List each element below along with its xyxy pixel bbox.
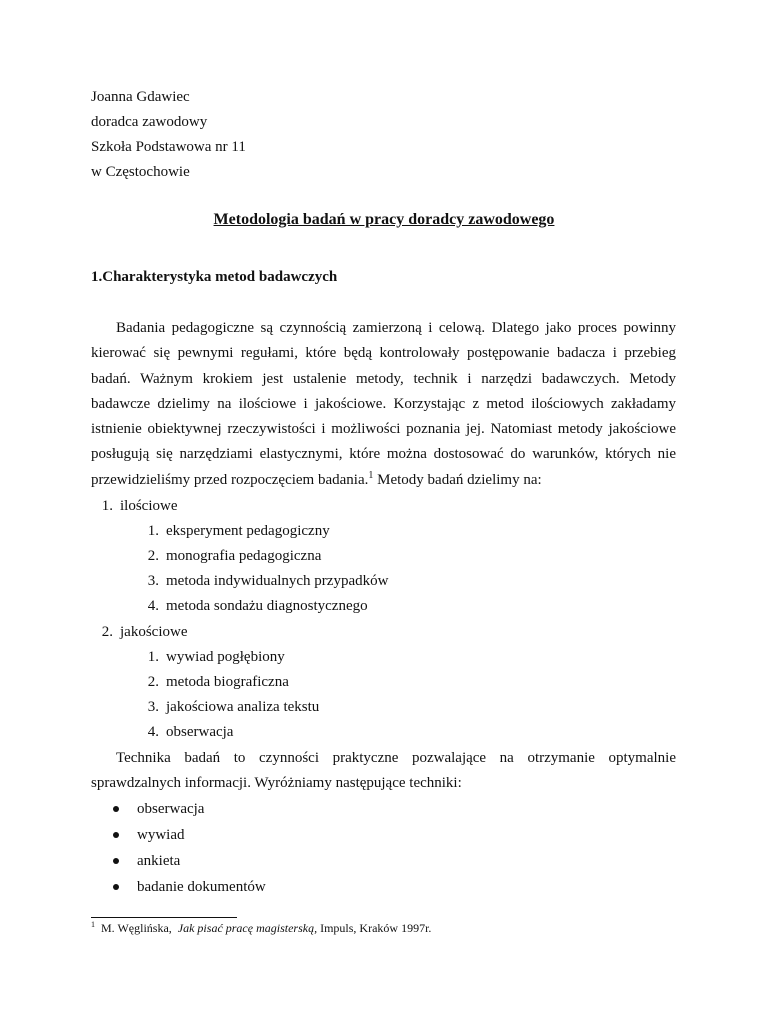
footnote: $^1$ M. Węglińska, Jak pisać pracę magisterską, Impuls, Kraków 1997r. <box>91 920 432 935</box>
list-item: wywiad <box>113 823 185 848</box>
paragraph-intro-tail: Metody badań dzielimy na: <box>373 471 542 488</box>
list-item: badanie dokumentów <box>113 875 266 900</box>
list-item: obserwacja <box>113 797 204 822</box>
document-title: Metodologia badań w pracy doradcy zawodowego <box>213 211 555 228</box>
list-item: 2. monografia pedagogiczna <box>147 548 322 564</box>
section-heading: 1.Charakterystyka metod badawczych <box>91 269 338 285</box>
paragraph-techniques: Technika badań to czynności praktyczne pozwalające na otrzymanie optymalnie sprawdzalnych informacji. Wyróżniamy następujące techniki: <box>91 750 676 792</box>
author-name: Joanna Gdawiec <box>91 89 190 105</box>
list-item: 1. eksperyment pedagogiczny <box>147 523 330 539</box>
list-item: 1. wywiad pogłębiony <box>147 649 285 665</box>
list-item: 4. obserwacja <box>147 724 234 740</box>
footnote-divider <box>91 917 237 918</box>
bullet-icon <box>113 832 119 838</box>
bullet-icon <box>113 884 119 890</box>
list-item: 2. metoda biograficzna <box>147 674 289 690</box>
bullet-icon <box>113 858 119 864</box>
footnote-reference[interactable]: 1 <box>368 469 374 481</box>
list-item: 3. metoda indywidualnych przypadków <box>147 573 389 589</box>
author-role: doradca zawodowy <box>91 114 208 130</box>
author-city: w Częstochowie <box>91 164 190 180</box>
bullet-icon <box>113 806 119 812</box>
paragraph-intro <box>91 316 676 493</box>
paragraph-intro-text: Badania pedagogiczne są czynnością zamierzoną i celową. Dlatego jako proces powinny kierować się pewnymi regułami, które będą kontrolowały postępowanie badacza i przebieg badań. Ważnym krokiem jest ustalenie metody, technik i narzędzi badawczych. Metody badawcze dzielimy na ilościowe i jakościowe. Korzystając z metod ilościowych zakładamy istnienie obiektywnej rzeczywistości i możliwości poznania jej. Natomiast metody jakościowe posługują się narzędziami elastycznymi, które można dostosować do warunków, których nie przewidzieliśmy przed rozpoczęciem badania. <box>91 320 676 488</box>
list-item: 2. jakościowe <box>101 624 188 640</box>
list-item: 3. jakościowa analiza tekstu <box>147 699 320 715</box>
author-school: Szkoła Podstawowa nr 11 <box>91 139 246 155</box>
list-item: 1. ilościowe <box>101 498 178 514</box>
list-item: 4. metoda sondażu diagnostycznego <box>147 598 368 614</box>
list-item: ankieta <box>113 849 180 874</box>
author-block <box>91 85 246 185</box>
